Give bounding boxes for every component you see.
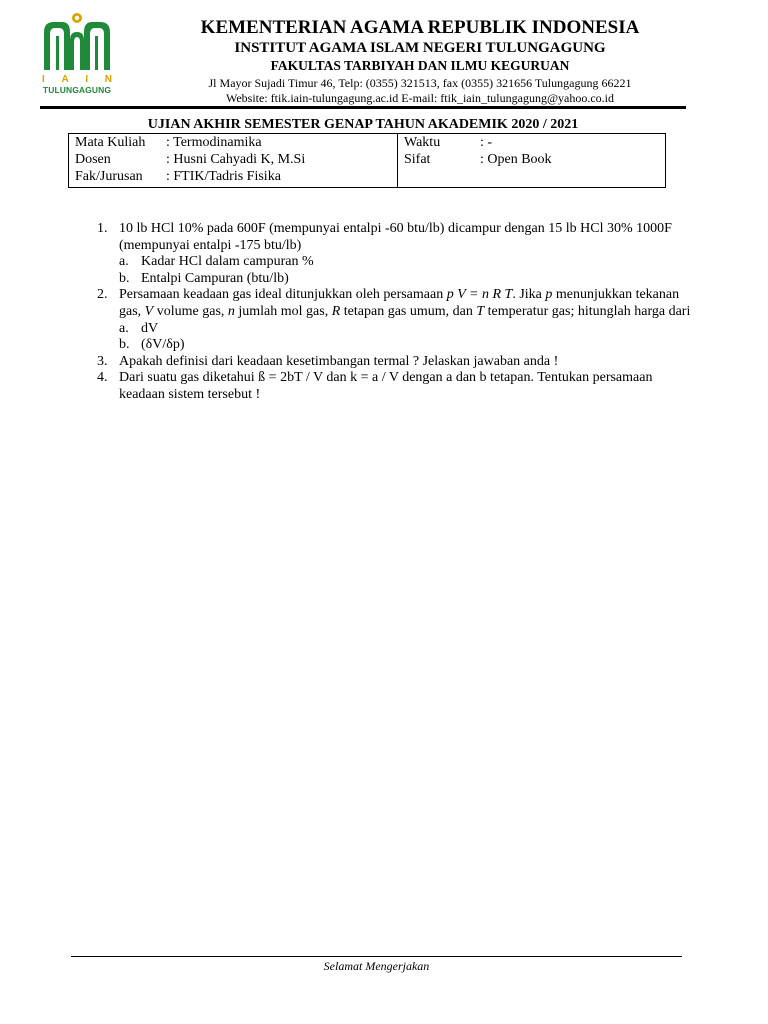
iain-emblem-icon [40, 10, 114, 80]
logo-letter: I [42, 74, 45, 85]
question-4 [97, 370, 697, 403]
question-number: 3. [97, 353, 108, 369]
address-line: Jl Mayor Sujadi Timur 46, Telp: (0355) 321513, fax (0355) 321656 Tulungagung 66221 [208, 76, 632, 90]
nature-label: Sifat [404, 152, 431, 167]
sub-question-letter: b. [119, 270, 130, 286]
question-2 [97, 287, 697, 353]
sub-question-text: Entalpi Campuran (btu/lb) [141, 270, 289, 286]
question-text: Apakah definisi dari keadaan kesetimbangan termal ? Jelaskan jawaban anda ! [119, 353, 559, 369]
footer-text: Selamat Mengerjakan [323, 959, 430, 973]
question-number: 1. [97, 221, 108, 236]
text-segment: jumlah mol gas, [234, 303, 332, 319]
sub-question-1a [119, 254, 697, 271]
variable: T [476, 303, 485, 319]
text-segment: . Jika [512, 287, 546, 303]
question-3 [97, 354, 697, 371]
iain-logo [40, 10, 114, 98]
question-1 [97, 221, 697, 287]
logo-name: TULUNGAGUNG [42, 85, 112, 95]
logo-letter: I [85, 74, 89, 85]
text-segment: menunjukkan tekanan gas, [119, 287, 680, 319]
sub-question-letter: a. [119, 254, 129, 270]
variable: p [545, 287, 553, 303]
logo-letter: N [104, 74, 112, 85]
faculty-title: FAKULTAS TARBIYAH DAN ILMU KEGURUAN [270, 58, 570, 73]
sub-question-letter: b. [119, 337, 130, 353]
lecturer-value: : Husni Cahyadi K, M.Si [166, 152, 306, 167]
footer-divider [71, 956, 682, 957]
sub-question-letter: a. [119, 320, 129, 336]
ministry-title: KEMENTERIAN AGAMA REPUBLIK INDONESIA [200, 17, 640, 38]
text-segment: temperatur gas; hitunglah harga dari [484, 303, 691, 319]
institute-title: INSTITUT AGAMA ISLAM NEGERI TULUNGAGUNG [234, 40, 606, 56]
course-value: : Termodinamika [166, 135, 262, 150]
logo-letters [42, 74, 112, 85]
logo-letter: A [61, 74, 69, 85]
question-text: Dari suatu gas diketahui ß = 2bT / V dan k = a / V dengan a dan b tetapan. Tentukan persamaan keadaan sistem tersebut ! [119, 370, 653, 402]
header-divider [40, 106, 686, 109]
contact-line: Website: ftik.iain-tulungagung.ac.id E-mail: ftik_iain_tulungagung@yahoo.co.id [225, 91, 614, 105]
text-segment: Persamaan keadaan gas ideal ditunjukkan oleh persamaan [119, 287, 447, 303]
exam-title: UJIAN AKHIR SEMESTER GENAP TAHUN AKADEMIK 2020 / 2021 [147, 117, 579, 132]
time-value: : - [480, 135, 493, 150]
question-number: 2. [97, 287, 108, 303]
exam-info-box [68, 133, 666, 188]
variable: R [331, 303, 341, 319]
sub-question-text: Kadar HCl dalam campuran % [141, 254, 314, 270]
variable: n [227, 303, 235, 319]
sub-question-1b [119, 271, 697, 288]
time-label: Waktu [404, 135, 441, 150]
question-number: 4. [97, 370, 108, 386]
info-box-divider [397, 134, 398, 187]
letterhead [120, 16, 720, 106]
variable: V [144, 303, 154, 319]
question-text [119, 287, 697, 320]
text-segment: volume gas, [153, 303, 228, 319]
sub-question-2b [119, 337, 697, 354]
lecturer-label: Dosen [75, 152, 111, 167]
question-text: 10 lb HCl 10% pada 600F (mempunyai entalpi -60 btu/lb) dicampur dengan 15 lb HCl 30% 1000F (mempunyai entalpi -175 btu/lb) [119, 221, 672, 253]
text-segment: tetapan gas umum, dan [340, 303, 477, 319]
faculty-value: : FTIK/Tadris Fisika [166, 169, 281, 184]
sub-question-text: dV [141, 320, 159, 336]
sub-question-text: (δV/δp) [141, 337, 185, 353]
sub-question-2a [119, 321, 697, 338]
faculty-label: Fak/Jurusan [75, 169, 143, 184]
question-list [97, 221, 697, 404]
equation: p V = n R T [446, 287, 513, 303]
nature-value: : Open Book [480, 152, 552, 167]
course-label: Mata Kuliah [75, 135, 146, 150]
